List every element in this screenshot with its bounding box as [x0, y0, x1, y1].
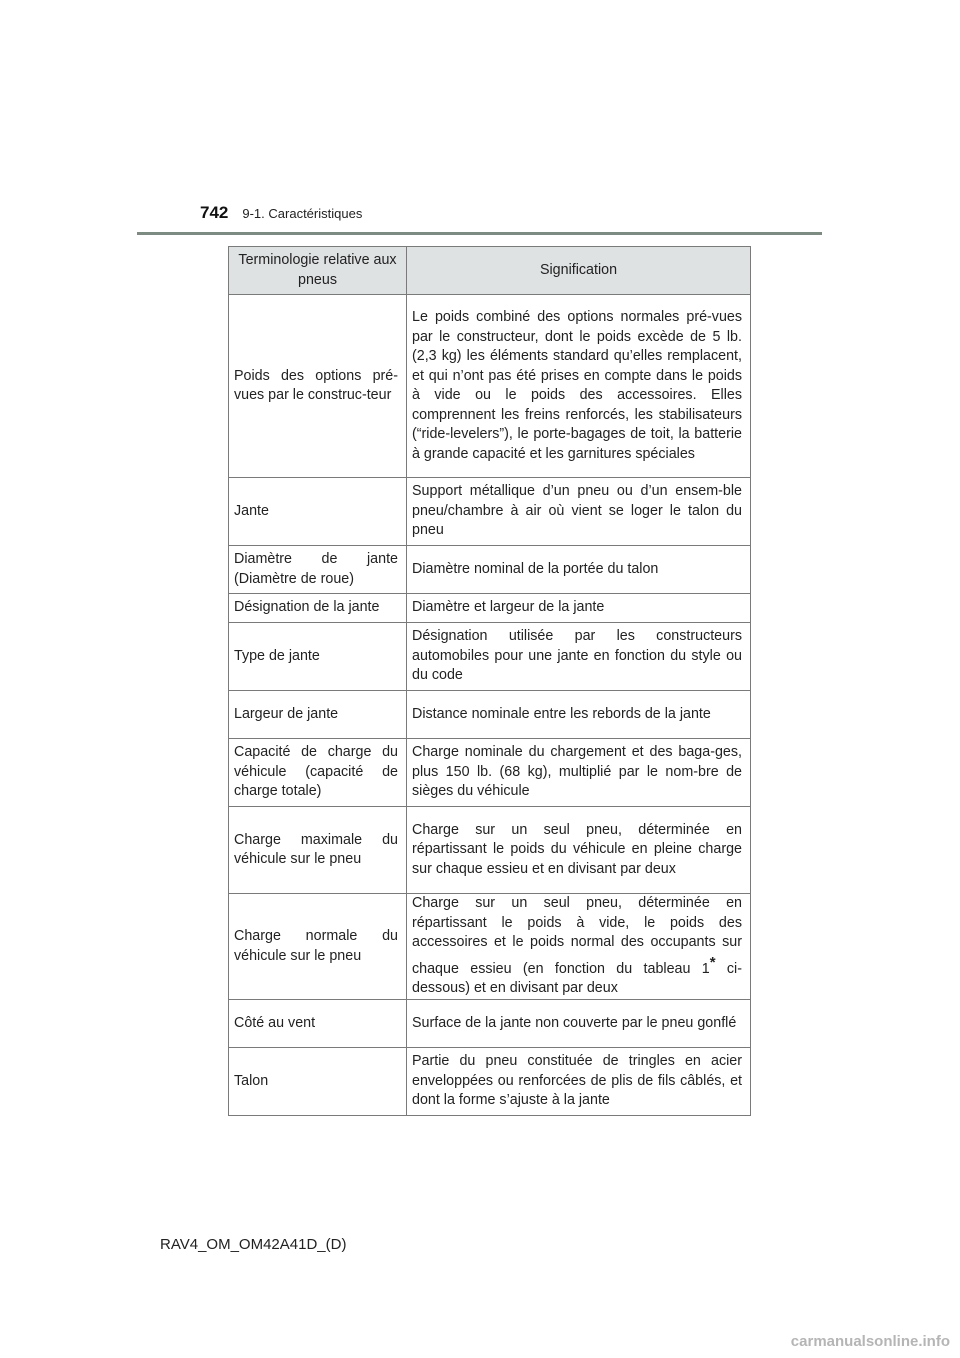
table-row	[229, 594, 751, 623]
meaning-cell: Le poids combiné des options normales pré-vues par le constructeur, dont le poids excède de 5 lb. (2,3 kg) les éléments standard qu’elles remplacent, et qui n’ont pas été prises en compte dans le poids à vide ou le poids des accessoires. Elles comprennent les freins renforcés, les stabilisateurs (“ride-levelers”), le porte-bagages de toit, la batterie à grande capacité et les garnitures spéciales	[407, 295, 751, 478]
term-cell: Charge maximale du véhicule sur le pneu	[229, 807, 407, 894]
meaning-cell: Support métallique d’un pneu ou d’un ensem-ble pneu/chambre à air où vient se loger le talon du pneu	[407, 478, 751, 546]
term-cell: Jante	[229, 478, 407, 546]
term-cell: Talon	[229, 1048, 407, 1116]
table-row	[229, 894, 751, 1000]
meaning-cell	[407, 894, 751, 1000]
table-row	[229, 478, 751, 546]
term-cell: Largeur de jante	[229, 691, 407, 739]
tire-terminology-table	[228, 246, 751, 1116]
table-row	[229, 807, 751, 894]
table-row	[229, 546, 751, 594]
meaning-text: Charge sur un seul pneu, déterminée en répartissant le poids à vide, le poids des accessoires et le poids normal des occupants sur chaque essieu (en fonction du tableau 1	[412, 895, 742, 977]
page-number: 742	[200, 203, 229, 222]
meaning-cell: Distance nominale entre les rebords de la jante	[407, 691, 751, 739]
meaning-cell: Diamètre et largeur de la jante	[407, 594, 751, 623]
document-code: RAV4_OM_OM42A41D_(D)	[160, 1236, 347, 1253]
term-cell: Côté au vent	[229, 1000, 407, 1048]
meaning-cell: Charge sur un seul pneu, déterminée en répartissant le poids du véhicule en pleine charge sur chaque essieu et en divisant par deux	[407, 807, 751, 894]
term-cell: Charge normale du véhicule sur le pneu	[229, 894, 407, 1000]
watermark: carmanualsonline.info	[790, 1333, 950, 1350]
header-rule	[137, 232, 822, 235]
term-cell: Diamètre de jante (Diamètre de roue)	[229, 546, 407, 594]
term-cell: Capacité de charge du véhicule (capacité de charge totale)	[229, 739, 407, 807]
table-row	[229, 1000, 751, 1048]
table-row	[229, 295, 751, 478]
table-header-row	[229, 247, 751, 295]
term-cell: Type de jante	[229, 623, 407, 691]
footnote-asterisk: *	[709, 953, 716, 971]
table-row	[229, 739, 751, 807]
page-header	[200, 203, 362, 223]
meaning-text-continued: ci-dessous) et en divisant par deux	[412, 960, 742, 997]
meaning-cell: Diamètre nominal de la portée du talon	[407, 546, 751, 594]
term-cell: Désignation de la jante	[229, 594, 407, 623]
term-cell: Poids des options pré-vues par le construc-teur	[229, 295, 407, 478]
meaning-cell: Partie du pneu constituée de tringles en acier enveloppées ou renforcées de plis de fils câblés, et dont la forme s’ajuste à la jante	[407, 1048, 751, 1116]
table-row	[229, 623, 751, 691]
table-row	[229, 691, 751, 739]
meaning-cell: Charge nominale du chargement et des baga-ges, plus 150 lb. (68 kg), multiplié par le nom-bre de sièges du véhicule	[407, 739, 751, 807]
column-header-meaning: Signification	[407, 247, 751, 295]
meaning-cell: Surface de la jante non couverte par le pneu gonflé	[407, 1000, 751, 1048]
table-row	[229, 1048, 751, 1116]
section-title: 9-1. Caractéristiques	[242, 206, 363, 221]
meaning-cell: Désignation utilisée par les constructeurs automobiles pour une jante en fonction du style ou du code	[407, 623, 751, 691]
column-header-term: Terminologie relative aux pneus	[229, 247, 407, 295]
